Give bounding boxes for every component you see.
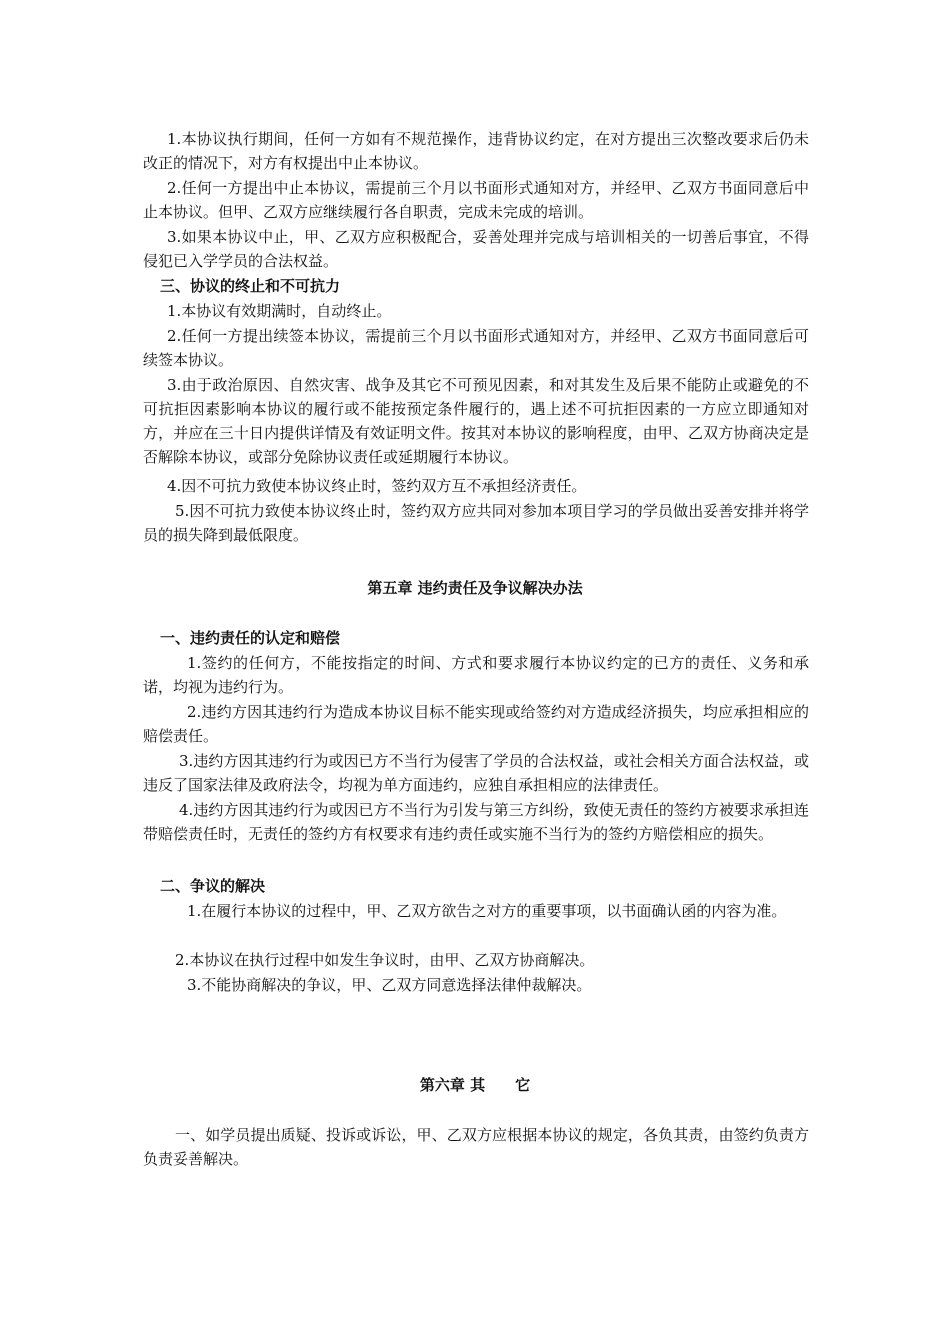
paragraph-breach-1: 1.签约的任何方，不能按指定的时间、方式和要求履行本协议约定的已方的责任、义务和承诺，均视为违约行为。 <box>143 654 809 696</box>
paragraph-suspend-2: 2.任何一方提出中止本协议，需提前三个月以书面形式通知对方，并经甲、乙双方书面同意后中止本协议。但甲、乙双方应继续履行各自职责，完成未完成的培训。 <box>143 179 809 221</box>
paragraph-breach-2: 2.违约方因其违约行为造成本协议目标不能实现或给签约对方造成经济损失，均应承担相应的赔偿责任。 <box>143 703 809 745</box>
paragraph-suspend-1: 1.本协议执行期间，任何一方如有不规范操作，违背协议约定，在对方提出三次整改要求后仍未改正的情况下，对方有权提出中止本协议。 <box>143 130 809 172</box>
paragraph-terminate-5: 5.因不可抗力致使本协议终止时，签约双方应共同对参加本项目学习的学员做出妥善安排并将学员的损失降到最低限度。 <box>143 502 809 544</box>
section-heading-termination: 三、协议的终止和不可抗力 <box>160 277 341 295</box>
chapter-title-6: 第六章 其 它 <box>419 1076 531 1094</box>
paragraph-terminate-4: 4.因不可抗力致使本协议终止时，签约双方互不承担经济责任。 <box>167 477 587 495</box>
paragraph-dispute-3: 3.不能协商解决的争议，甲、乙双方同意选择法律仲裁解决。 <box>187 976 592 994</box>
chapter-title-5: 第五章 违约责任及争议解决办法 <box>367 579 583 597</box>
paragraph-dispute-2: 2.本协议在执行过程中如发生争议时，由甲、乙双方协商解决。 <box>175 951 595 969</box>
section-heading-dispute: 二、争议的解决 <box>160 877 266 895</box>
paragraph-dispute-1: 1.在履行本协议的过程中，甲、乙双方欲告之对方的重要事项，以书面确认函的内容为准。 <box>187 902 787 920</box>
paragraph-terminate-2: 2.任何一方提出续签本协议，需提前三个月以书面形式通知对方，并经甲、乙双方书面同意后可续签本协议。 <box>143 327 809 369</box>
paragraph-terminate-3: 3.由于政治原因、自然灾害、战争及其它不可预见因素，和对其发生及后果不能防止或避免的不可抗拒因素影响本协议的履行或不能按预定条件履行的，遇上述不可抗拒因素的一方应立即通知对方，并应在三十日内提供详情及有效证明文件。按其对本协议的影响程度，由甲、乙双方协商决定是否解除本协议，或部分免除协议责任或延期履行本协议。 <box>143 376 809 466</box>
paragraph-terminate-1: 1.本协议有效期满时，自动终止。 <box>167 302 392 320</box>
paragraph-other-1: 一、如学员提出质疑、投诉或诉讼，甲、乙双方应根据本协议的规定，各负其责，由签约负责方负责妥善解决。 <box>143 1126 809 1168</box>
section-heading-breach: 一、违约责任的认定和赔偿 <box>160 629 341 647</box>
paragraph-suspend-3: 3.如果本协议中止，甲、乙双方应积极配合，妥善处理并完成与培训相关的一切善后事宜，不得侵犯已入学学员的合法权益。 <box>143 228 809 270</box>
paragraph-breach-4: 4.违约方因其违约行为或因已方不当行为引发与第三方纠纷，致使无责任的签约方被要求承担连带赔偿责任时，无责任的签约方有权要求有违约责任或实施不当行为的签约方赔偿相应的损失。 <box>143 801 809 843</box>
paragraph-breach-3: 3.违约方因其违约行为或因已方不当行为侵害了学员的合法权益，或社会相关方面合法权益，或违反了国家法律及政府法令，均视为单方面违约，应独自承担相应的法律责任。 <box>143 752 809 794</box>
